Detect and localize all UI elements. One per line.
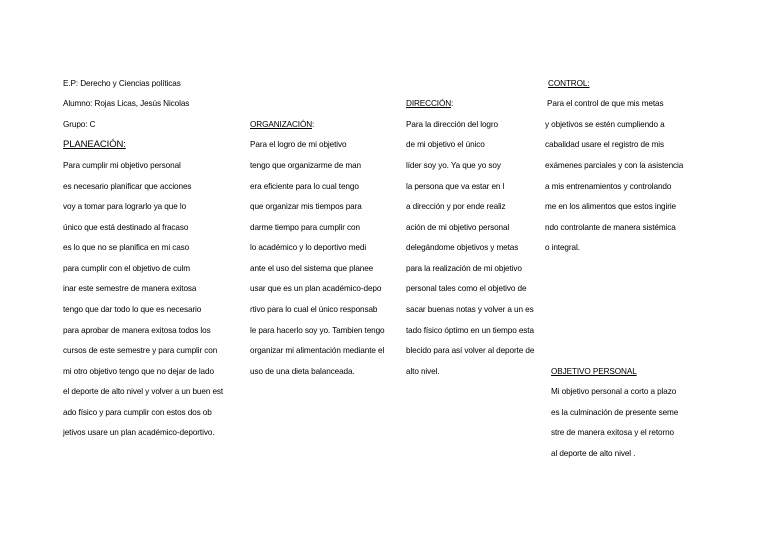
planeacion-line: el deporte de alto nivel y volver a un buen est xyxy=(63,387,224,396)
header-grupo: Grupo: C xyxy=(63,120,96,129)
planeacion-line: Para cumplir mi objetivo personal xyxy=(63,161,181,170)
control-line: y objetivos se estén cumpliendo a xyxy=(545,120,665,129)
organizacion-line: ante el uso del sistema que planee xyxy=(250,264,374,273)
header-ep: E.P: Derecho y Ciencias políticas xyxy=(63,79,181,88)
planeacion-line: voy a tomar para lograrlo ya que lo xyxy=(63,202,187,211)
organizacion-line: le para hacerlo soy yo. Tambien tengo xyxy=(250,326,385,335)
planeacion-line: único que está destinado al fracaso xyxy=(63,223,189,232)
organizacion-line: era eficiente para lo cual tengo xyxy=(250,182,359,191)
direccion-line: para la realización de mi objetivo xyxy=(406,264,522,273)
planeacion-line: jetivos usare un plan académico-deportivo. xyxy=(63,428,215,437)
direccion-line: ación de mi objetivo personal xyxy=(406,223,510,232)
objetivo-title: OBJETIVO PERSONAL xyxy=(551,367,637,376)
planeacion-line: para cumplir con el objetivo de culm xyxy=(63,264,191,273)
planeacion-line: es lo que no se planifica en mi caso xyxy=(63,243,190,252)
direccion-line: líder soy yo. Ya que yo soy xyxy=(406,161,501,170)
organizacion-line: Para el logro de mi objetivo xyxy=(250,140,347,149)
planeacion-line: ado físico y para cumplir con estos dos ob xyxy=(63,408,212,417)
control-line: cabalidad usare el registro de mis xyxy=(545,140,665,149)
planeacion-line: cursos de este semestre y para cumplir con xyxy=(63,346,218,355)
organizacion-line: rtivo para lo cual el único responsab xyxy=(250,305,378,314)
planeacion-line: para aprobar de manera exitosa todos los xyxy=(63,326,211,335)
control-line: o integral. xyxy=(545,243,580,252)
planeacion-line: inar este semestre de manera exitosa xyxy=(63,284,197,293)
control-line: exámenes parciales y con la asistencia xyxy=(545,161,684,170)
direccion-line: la persona que va estar en l xyxy=(406,182,505,191)
organizacion-line: lo académico y lo deportivo medi xyxy=(250,243,367,252)
objetivo-line: al deporte de alto nivel . xyxy=(551,449,636,458)
control-line: a mis entrenamientos y controlando xyxy=(545,182,672,191)
direccion-title: DIRECCIÓN xyxy=(406,99,452,108)
control-title: CONTROL: xyxy=(548,79,590,88)
control-line: me en los alimentos que estos ingirie xyxy=(545,202,677,211)
organizacion-line: usar que es un plan académico-depo xyxy=(250,284,382,293)
planeacion-title: PLANEACIÓN: xyxy=(63,139,126,150)
control-line: Para el control de que mis metas xyxy=(547,99,664,108)
direccion-heading xyxy=(406,99,453,109)
organizacion-title: ORGANIZACIÓN xyxy=(250,120,313,129)
planeacion-line: es necesario planificar que acciones xyxy=(63,182,192,191)
organizacion-line: darme tiempo para cumplir con xyxy=(250,223,360,232)
objetivo-line: es la culminación de presente seme xyxy=(551,408,679,417)
objetivo-line: Mi objetivo personal a corto a plazo xyxy=(551,387,677,396)
control-line: ndo controlante de manera sistémica xyxy=(545,223,676,232)
organizacion-line: que organizar mis tiempos para xyxy=(250,202,362,211)
direccion-line: Para la dirección del logro xyxy=(406,120,498,129)
direccion-line: blecido para así volver al deporte de xyxy=(406,346,535,355)
objetivo-line: stre de manera exitosa y el retorno xyxy=(551,428,675,437)
direccion-line: sacar buenas notas y volver a un es xyxy=(406,305,534,314)
organizacion-title-suffix: : xyxy=(312,120,315,129)
direccion-line: tado físico óptimo en un tiempo esta xyxy=(406,326,534,335)
organizacion-line: tengo que organizarme de man xyxy=(250,161,361,170)
direccion-line: alto nivel. xyxy=(406,367,440,376)
header-alumno: Alumno: Rojas Licas, Jesús Nicolas xyxy=(63,99,190,108)
planeacion-line: mi otro objetivo tengo que no dejar de lado xyxy=(63,367,214,376)
direccion-line: delegándome objetivos y metas xyxy=(406,243,519,252)
direccion-line: de mi objetivo el único xyxy=(406,140,485,149)
direccion-line: personal tales como el objetivo de xyxy=(406,284,527,293)
organizacion-line: organizar mi alimentación mediante el xyxy=(250,346,385,355)
direccion-title-suffix: : xyxy=(451,99,454,108)
organizacion-heading xyxy=(250,120,314,130)
direccion-line: a dirección y por ende realiz xyxy=(406,202,506,211)
organizacion-line: uso de una dieta balanceada. xyxy=(250,367,355,376)
planeacion-line: tengo que dar todo lo que es necesario xyxy=(63,305,202,314)
